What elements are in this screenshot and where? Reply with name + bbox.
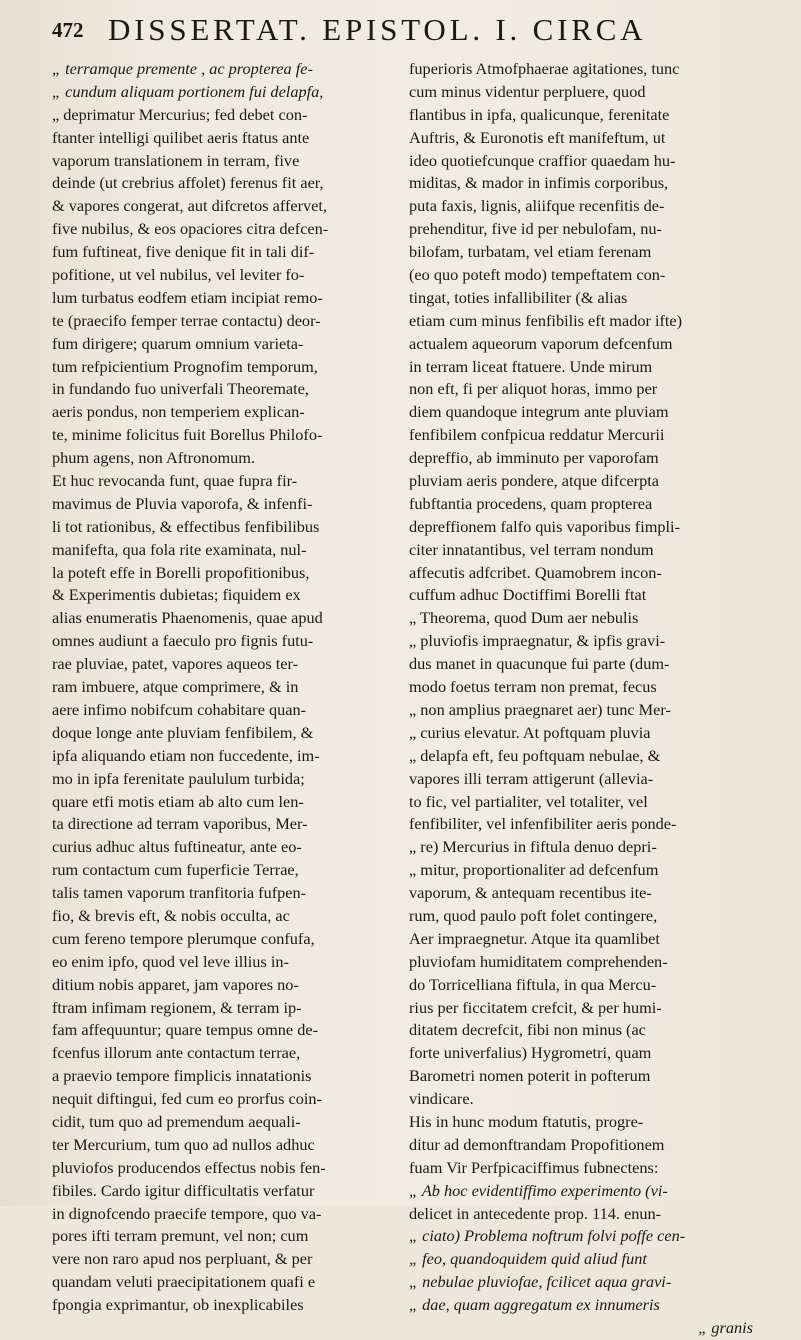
- text-line: fum fuftineat, five denique fit in tali dif-: [52, 242, 315, 262]
- text-line: li tot rationibus, & effectibus fenfibilibus: [52, 516, 320, 536]
- text-line: miditas, & mador in infimis corporibus,: [409, 173, 669, 193]
- text-line: & vapores congerat, aut difcretos affervet,: [52, 196, 328, 216]
- text-line: talis tamen vaporum tranfitoria fufpen-: [52, 883, 307, 903]
- text-line: fenfibiliter, vel infenfibiliter aeris ponde-: [409, 814, 677, 834]
- text-line: ditium nobis apparet, jam vapores no-: [52, 974, 299, 994]
- text-line: in fundando fuo univerfali Theoremate,: [52, 379, 309, 399]
- text-line: „ terramque premente , ac propterea fe-: [52, 59, 313, 78]
- text-line: „ Ab hoc evidentiffimo experimento (vi-: [409, 1180, 668, 1200]
- text-line: rum, quod paulo poft folet contingere,: [409, 905, 658, 925]
- text-line: vaporum, & antequam recentibus ite-: [409, 883, 652, 903]
- text-line: rius per ficcitatem crefcit, & per humi-: [409, 997, 662, 1017]
- text-line: bilofam, turbatam, vel etiam ferenam: [409, 242, 652, 262]
- text-line: „ granis: [698, 1317, 753, 1337]
- running-title: DISSERTAT. EPISTOL. I. CIRCA: [108, 12, 647, 47]
- text-line: tingat, toties infallibiliter (& alias: [409, 287, 628, 307]
- text-line: diem quandoque integrum ante pluviam: [409, 402, 669, 422]
- text-line: Et huc revocanda funt, quae fupra fir-: [52, 471, 298, 491]
- text-line: prehenditur, five id per nebulofam, nu-: [409, 219, 662, 239]
- text-line: „ nebulae pluviofae, fcilicet aqua gravi-: [409, 1272, 672, 1292]
- text-line: vindicare.: [409, 1089, 474, 1109]
- text-line: depreffio, ab imminuto per vaporofam: [409, 448, 659, 468]
- text-line: la poteft effe in Borelli propofitionibus,: [52, 562, 310, 582]
- text-line: Auftris, & Euronotis eft manifeftum, ut: [409, 127, 666, 147]
- text-line: deinde (ut crebrius affolet) ferenus fit aer,: [52, 173, 324, 193]
- text-line: ditur ad demonftrandam Propofitionem: [409, 1134, 665, 1154]
- text-line: „ cundum aliquam portionem fui delapfa,: [52, 81, 324, 101]
- page-number: 472: [52, 18, 84, 42]
- text-line: in terram liceat ftatuere. Unde mirum: [409, 356, 653, 376]
- text-line: fio, & brevis eft, & nobis occulta, ac: [52, 905, 290, 925]
- text-line: quandam veluti praecipitationem quafi e: [52, 1272, 316, 1292]
- text-line: „ dae, quam aggregatum ex innumeris: [409, 1295, 660, 1315]
- text-line: Barometri nomen poterit in pofterum: [409, 1066, 651, 1086]
- text-line: dus manet in quacunque fui parte (dum-: [409, 654, 670, 674]
- text-line: modo foetus terram non premat, fecus: [409, 677, 657, 697]
- text-line: „ curius elevatur. At poftquam pluvia: [409, 722, 651, 742]
- text-line: in dignofcendo praecife tempore, quo va-: [52, 1203, 322, 1223]
- text-line: forte univerfalius) Hygrometri, quam: [409, 1043, 652, 1063]
- text-line: non eft, fi per aliquot horas, immo per: [409, 379, 658, 399]
- text-line: cidit, tum quo ad premendum aequali-: [52, 1111, 301, 1131]
- text-line: ram imbuere, atque comprimere, & in: [52, 677, 299, 697]
- text-line: „ non amplius praegnaret aer) tunc Mer-: [409, 699, 671, 719]
- text-line: alias enumeratis Phaenomenis, quae apud: [52, 608, 323, 628]
- text-line: omnes audiunt a faeculo pro fignis futu-: [52, 631, 314, 651]
- text-line: eo enim ipfo, quod vel leve illius in-: [52, 951, 289, 971]
- text-line: manifefta, qua fola rite examinata, nul-: [52, 539, 307, 559]
- text-line: pluviofam humiditatem comprehenden-: [409, 951, 668, 971]
- text-line: tum refpicientium Prognofim temporum,: [52, 356, 318, 376]
- text-line: aeris pondus, non temperiem explican-: [52, 402, 305, 422]
- text-line: do Torricelliana fiftula, in qua Mercu-: [409, 974, 657, 994]
- text-line: „ Theorema, quod Dum aer nebulis: [409, 608, 639, 628]
- text-line: ftram infimam regionem, & terram ip-: [52, 997, 302, 1017]
- text-line: quare etfi motis etiam ab alto cum len-: [52, 791, 304, 811]
- text-line: ditatem decrefcit, fibi non minus (ac: [409, 1020, 646, 1040]
- text-line: depreffionem falfo quis vaporibus fimpli-: [409, 516, 680, 536]
- right-text-column: [409, 58, 757, 1340]
- text-line: ipfa aliquando etiam non fuccedente, im-: [52, 745, 320, 765]
- text-line: Aer impraegnetur. Atque ita quamlibet: [409, 928, 660, 948]
- text-line: fenfibilem confpicua reddatur Mercurii: [409, 425, 665, 445]
- text-line: fpongia exprimantur, ob inexplicabiles: [52, 1295, 304, 1315]
- text-line: curius adhuc altus fuftineatur, ante eo-: [52, 837, 302, 857]
- left-text-column: [52, 58, 390, 1317]
- text-line: puta faxis, lignis, aliifque recenfitis de-: [409, 196, 665, 216]
- text-line: fcenfus illorum ante contactum terrae,: [52, 1043, 301, 1063]
- text-line: flantibus in ipfa, qualicunque, ferenitate: [409, 104, 670, 124]
- text-line: fibiles. Cardo igitur difficultatis verfatur: [52, 1180, 315, 1200]
- text-line: fum dirigere; quarum omnium varieta-: [52, 333, 304, 353]
- text-line: „ feo, quandoquidem quid aliud funt: [409, 1249, 647, 1269]
- text-line: fam affequuntur; quare tempus omne de-: [52, 1020, 318, 1040]
- text-line: ter Mercurium, tum quo ad nullos adhuc: [52, 1134, 315, 1154]
- text-line: vere non raro apud nos perpluant, & per: [52, 1249, 313, 1269]
- text-line: (eo quo poteft modo) tempeftatem con-: [409, 265, 666, 285]
- text-line: pluviam aeris pondere, atque difcerpta: [409, 471, 659, 491]
- text-line: te, minime folicitus fuit Borellus Philofo-: [52, 425, 323, 445]
- text-line: to fic, vel partialiter, vel totaliter, vel: [409, 791, 648, 811]
- text-line: vaporum translationem in terram, five: [52, 150, 300, 170]
- text-line: doque longe ante pluviam fenfibilem, &: [52, 722, 314, 742]
- text-line: rae pluviae, patet, vapores aqueos ter-: [52, 654, 299, 674]
- text-line: cum fereno tempore plerumque confufa,: [52, 928, 315, 948]
- text-line: ftanter intelligi quilibet aeris ftatus ante: [52, 127, 310, 147]
- text-line: actualem aqueorum vaporum defcenfum: [409, 333, 673, 353]
- text-line: mo in ipfa ferenitate paululum turbida;: [52, 768, 305, 788]
- text-line: etiam cum minus fenfibilis eft mador ifte): [409, 310, 683, 330]
- text-line: a praevio tempore fimplicis innatationis: [52, 1066, 312, 1086]
- text-line: „ delapfa eft, feu poftquam nebulae, &: [409, 745, 661, 765]
- text-line: rum contactum cum fuperficie Terrae,: [52, 860, 299, 880]
- text-line: „ deprimatur Mercurius; fed debet con-: [52, 104, 308, 124]
- text-line: affecutis adfcribet. Quamobrem incon-: [409, 562, 662, 582]
- text-line: mavimus de Pluvia vaporofa, & infenfi-: [52, 493, 313, 513]
- text-line: pofitione, ut vel nubilus, vel leviter fo-: [52, 265, 305, 285]
- text-line: fuam Vir Perfpicaciffimus fubnectens:: [409, 1157, 659, 1177]
- text-line: fubftantia procedens, quam propterea: [409, 493, 653, 513]
- text-line: & Experimentis dubietas; fiquidem ex: [52, 585, 301, 605]
- text-line: vapores illi terram attigerunt (allevia-: [409, 768, 654, 788]
- text-line: „ pluviofis impraegnatur, & ipfis gravi-: [409, 631, 666, 651]
- text-line: lum turbatus eodfem etiam incipiat remo-: [52, 287, 323, 307]
- text-line: pluviofos producendos effectus nobis fen-: [52, 1157, 326, 1177]
- text-line: pores ifti terram premunt, vel non; cum: [52, 1226, 309, 1246]
- text-line: His in hunc modum ftatutis, progre-: [409, 1111, 644, 1131]
- text-line: phum agens, non Aftronomum.: [52, 448, 256, 468]
- text-line: five nubilus, & eos opaciores citra defcen-: [52, 219, 329, 239]
- text-line: „ re) Mercurius in fiftula denuo depri-: [409, 837, 657, 857]
- text-line: fuperioris Atmofphaerae agitationes, tunc: [409, 59, 680, 78]
- text-line: aere infimo nobifcum cohabitare quan-: [52, 699, 307, 719]
- text-line: „ mitur, proportionaliter ad defcenfum: [409, 860, 659, 880]
- text-line: delicet in antecedente prop. 114. enun-: [409, 1203, 662, 1223]
- page-header: [52, 12, 782, 46]
- text-line: ideo quotiefcunque craffior quaedam hu-: [409, 150, 676, 170]
- text-line: ta directione ad terram vaporibus, Mer-: [52, 814, 308, 834]
- text-line: cuffum adhuc Doctiffimi Borelli ftat: [409, 585, 647, 605]
- text-line: citer innatantibus, vel terram nondum: [409, 539, 654, 559]
- text-line: „ ciato) Problema noftrum folvi poffe cen-: [409, 1226, 686, 1246]
- text-line: te (praecifo femper terrae contactu) deor-: [52, 310, 321, 330]
- text-line: cum minus videntur perpluere, quod: [409, 81, 646, 101]
- text-line: nequit diftingui, fed cum eo prorfus coin-: [52, 1089, 322, 1109]
